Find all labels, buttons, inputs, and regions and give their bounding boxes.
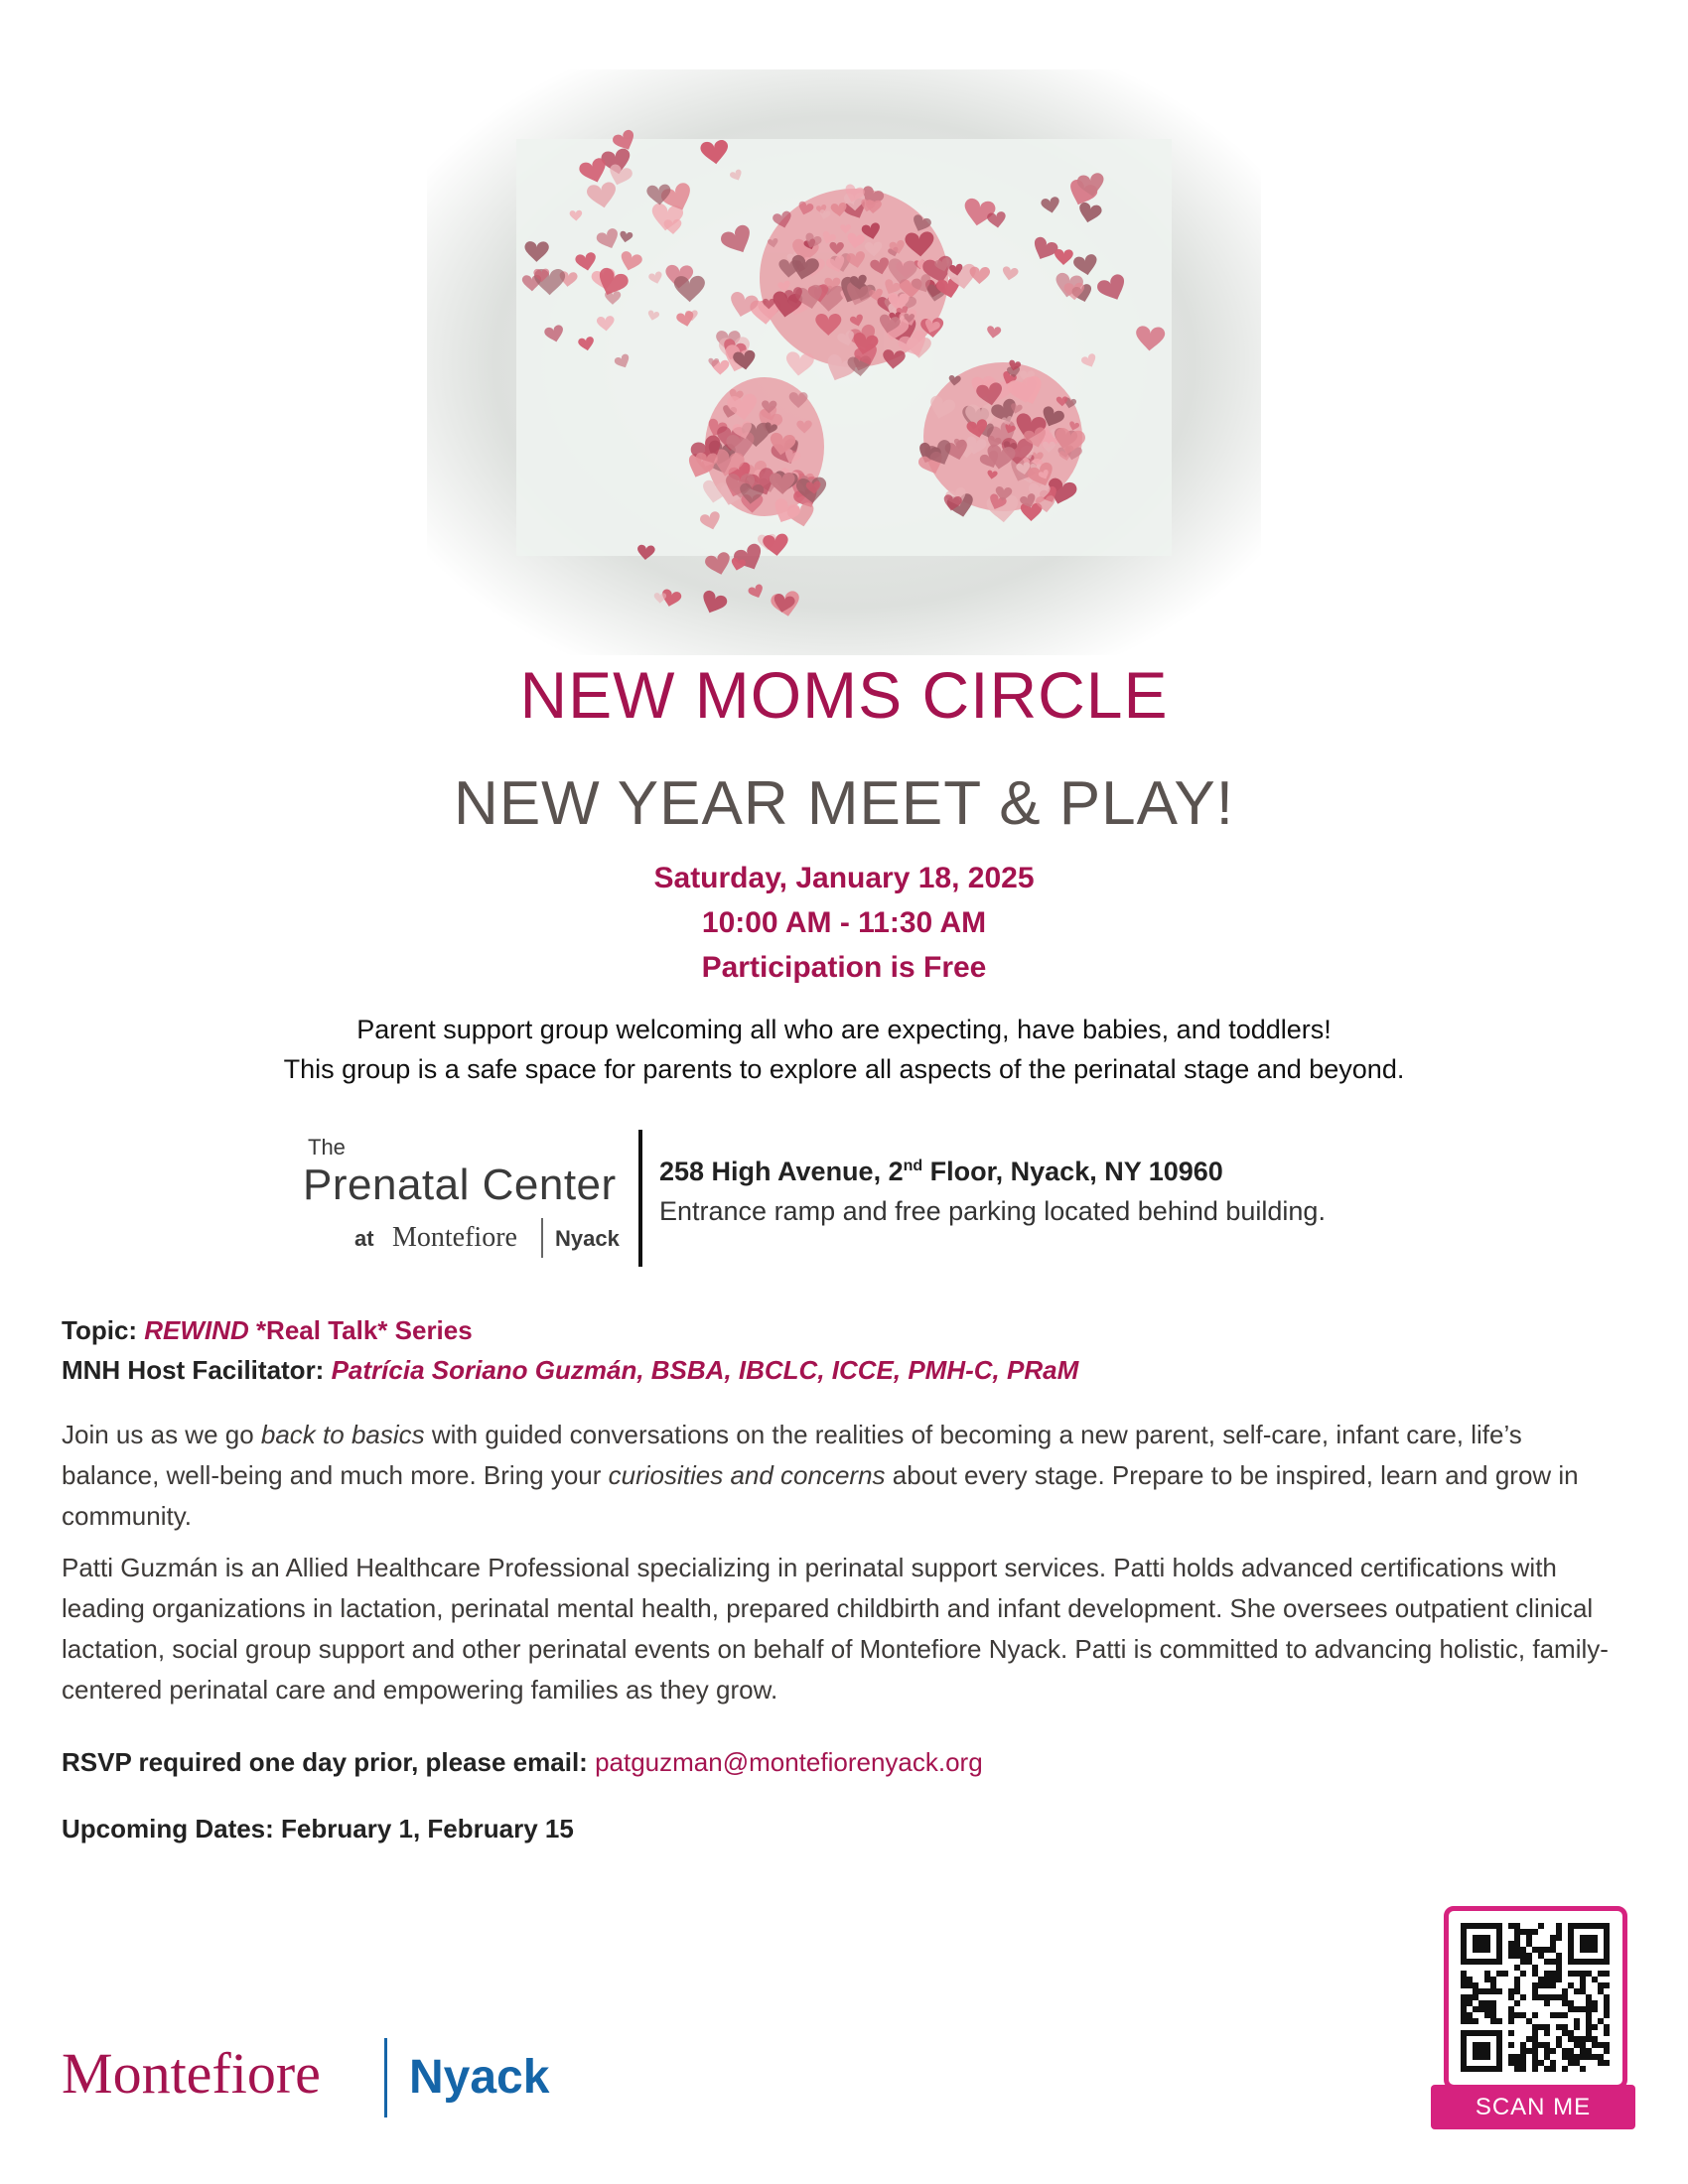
qr-module (1514, 1982, 1520, 1988)
footer-logo-separator (384, 2038, 387, 2117)
qr-module (1574, 2054, 1580, 2060)
qr-module (1562, 2000, 1568, 2006)
qr-module (1544, 1982, 1550, 1988)
qr-module (1544, 2024, 1550, 2030)
qr-module (1604, 1982, 1610, 1988)
qr-module (1556, 1977, 1562, 1982)
qr-module (1461, 2018, 1467, 2024)
qr-module (1580, 2006, 1586, 2012)
rsvp-email-link[interactable]: patguzman@montefiorenyack.org (595, 1747, 983, 1777)
qr-module (1514, 1929, 1520, 1935)
qr-module (1514, 2000, 1520, 2006)
qr-module (1532, 2042, 1538, 2048)
qr-module (1580, 2048, 1586, 2054)
qr-module (1574, 2036, 1580, 2042)
qr-module (1508, 1953, 1514, 1959)
qr-module (1598, 2042, 1604, 2048)
qr-module (1556, 1923, 1562, 1929)
qr-module (1592, 2000, 1598, 2006)
qr-module (1562, 2066, 1568, 2072)
qr-module (1556, 1953, 1562, 1959)
montefiore-nyack-logo (62, 2040, 578, 2119)
qr-module (1520, 2048, 1526, 2054)
qr-module (1580, 2066, 1586, 2072)
qr-module (1556, 1935, 1562, 1941)
qr-module (1478, 2000, 1484, 2006)
qr-module (1550, 2012, 1556, 2018)
qr-module (1532, 2024, 1538, 2030)
qr-module (1550, 1994, 1556, 2000)
qr-module (1550, 1935, 1556, 1941)
facilitator-bio: Patti Guzmán is an Allied Healthcare Professional specializing in perinatal support services. Patti holds advanced certifications with leading organizations in lactation, perinatal mental health, prepared childbirth and infant development. She oversees outpatient clinical lactation, social group support and other perinatal events on behalf of Montefiore Nyack. Patti is committed to advancing holistic, family-centered perinatal care and empowering families as they grow. (62, 1553, 1609, 1705)
qr-module (1598, 1971, 1604, 1977)
event-time: 10:00 AM - 11:30 AM (701, 906, 987, 939)
qr-module (1520, 2066, 1526, 2072)
rsvp-line (62, 1747, 983, 1778)
qr-module (1574, 2018, 1580, 2024)
qr-module (1544, 2030, 1550, 2036)
venue-logo-at: at (354, 1226, 374, 1251)
qr-module (1586, 2024, 1592, 2030)
qr-module (1520, 1929, 1526, 1935)
qr-module (1514, 1977, 1520, 1982)
qr-module (1461, 2012, 1467, 2018)
event-title: NEW MOMS CIRCLE (519, 658, 1169, 732)
qr-module (1461, 1982, 1467, 1988)
venue-divider (638, 1130, 642, 1267)
qr-module (1568, 2048, 1574, 2054)
qr-module (1538, 2060, 1544, 2066)
qr-module (1574, 2060, 1580, 2066)
qr-module (1544, 2066, 1550, 2072)
qr-module (1514, 2066, 1520, 2072)
qr-module (1604, 2024, 1610, 2030)
intro-emphasis-1: back to basics (260, 1420, 425, 1449)
qr-module (1526, 2036, 1532, 2042)
topic-name-rest: *Real Talk* Series (248, 1315, 473, 1345)
address-ordinal: nd (903, 1158, 923, 1174)
qr-module (1514, 1941, 1520, 1947)
topic-label: Topic: (62, 1315, 145, 1345)
qr-module (1592, 2006, 1598, 2012)
qr-module (1568, 2030, 1574, 2036)
qr-module (1538, 2042, 1544, 2048)
description-line-1: Parent support group welcoming all who are expecting, have babies, and toddlers! (356, 1015, 1332, 1044)
intro-text-2: with guided conversations on the realities of becoming a new parent, self-care, infant care, life’s balance, well-being and much more. Bring your (62, 1420, 1522, 1490)
qr-module (1484, 1977, 1490, 1982)
qr-module (1550, 1977, 1556, 1982)
qr-module (1532, 1988, 1538, 1994)
qr-module (1496, 1988, 1502, 1994)
qr-module (1467, 1994, 1473, 2000)
qr-module (1490, 1982, 1496, 1988)
qr-module (1520, 1994, 1526, 2000)
qr-module (1580, 2054, 1586, 2060)
qr-module (1520, 2060, 1526, 2066)
address-part-2: Floor, Nyack, NY 10960 (922, 1157, 1223, 1186)
qr-module (1520, 1947, 1526, 1953)
qr-module (1598, 1982, 1604, 1988)
qr-module (1514, 1953, 1520, 1959)
qr-code-pattern (1461, 1923, 1610, 2072)
qr-module (1544, 2048, 1550, 2054)
qr-module (1550, 1982, 1556, 1988)
qr-module (1532, 2012, 1538, 2018)
qr-module (1473, 2006, 1478, 2012)
qr-module (1562, 2054, 1568, 2060)
qr-module (1574, 1971, 1580, 1977)
qr-module (1508, 1947, 1514, 1953)
qr-module (1598, 2054, 1604, 2060)
qr-module (1562, 1988, 1568, 1994)
qr-module (1550, 1959, 1556, 1965)
qr-module (1508, 2006, 1514, 2012)
qr-module (1586, 2054, 1592, 2060)
qr-module (1580, 1982, 1586, 1988)
qr-module (1478, 2006, 1484, 2012)
qr-module (1508, 2018, 1514, 2024)
qr-module (1532, 1982, 1538, 1988)
qr-module (1484, 1988, 1490, 1994)
host-name: Patrícia Soriano Guzmán, BSBA, IBCLC, ICCE, PMH-C, PRaM (331, 1355, 1079, 1385)
qr-module (1532, 1929, 1538, 1935)
qr-module (1586, 2048, 1592, 2054)
qr-module (1490, 2006, 1496, 2012)
qr-module (1586, 2012, 1592, 2018)
intro-emphasis-2: curiosities and concerns (608, 1460, 886, 1490)
intro-paragraph (62, 1415, 1620, 1537)
host-label: MNH Host Facilitator: (62, 1355, 332, 1385)
qr-module (1461, 2006, 1467, 2012)
qr-module (1556, 1971, 1562, 1977)
qr-module (1467, 2000, 1473, 2006)
qr-module (1550, 1941, 1556, 1947)
qr-module (1562, 2012, 1568, 2018)
qr-module (1473, 1982, 1478, 1988)
qr-module (1544, 1947, 1550, 1953)
event-fee: Participation is Free (701, 951, 987, 984)
venue-logo-montefiore: Montefiore (392, 1222, 517, 1253)
qr-module (1592, 2042, 1598, 2048)
qr-module (1550, 2066, 1556, 2072)
qr-module (1461, 1977, 1467, 1982)
venue-address (659, 1157, 1223, 1187)
qr-module (1467, 2018, 1473, 2024)
qr-module (1473, 1935, 1490, 1953)
qr-module (1520, 2054, 1526, 2060)
qr-module (1550, 1947, 1556, 1953)
qr-module (1580, 2042, 1586, 2048)
qr-module (1461, 1971, 1467, 1977)
qr-module (1520, 2042, 1526, 2048)
qr-module (1508, 1988, 1514, 1994)
qr-module (1484, 2012, 1490, 2018)
qr-module (1532, 2036, 1538, 2042)
qr-module (1467, 2012, 1473, 2018)
qr-module (1604, 2012, 1610, 2018)
qr-module (1544, 2042, 1550, 2048)
qr-module (1544, 2054, 1550, 2060)
qr-module (1550, 2048, 1556, 2054)
qr-module (1508, 2030, 1514, 2036)
qr-module (1461, 1994, 1467, 2000)
qr-module (1508, 1941, 1514, 1947)
qr-module (1490, 1977, 1496, 1982)
qr-module (1556, 2024, 1562, 2030)
qr-module (1544, 1971, 1550, 1977)
qr-module (1586, 2006, 1592, 2012)
qr-module (1526, 1941, 1532, 1947)
qr-module (1526, 1953, 1532, 1959)
qr-module (1604, 1971, 1610, 1977)
qr-module (1580, 1977, 1586, 1982)
qr-module (1502, 1971, 1508, 1977)
qr-module (1604, 2006, 1610, 2012)
qr-module (1514, 1947, 1520, 1953)
qr-module (1514, 1965, 1520, 1971)
qr-module (1568, 2000, 1574, 2006)
qr-module (1538, 1977, 1544, 1982)
qr-module (1532, 2060, 1538, 2066)
qr-module (1490, 2000, 1496, 2006)
qr-module (1598, 2018, 1604, 2024)
qr-module (1532, 1994, 1538, 2000)
intro-text-1: Join us as we go (62, 1420, 261, 1449)
qr-module (1598, 2060, 1604, 2066)
qr-module (1592, 2054, 1598, 2060)
footer-sub: Nyack (409, 2051, 550, 2104)
topic-name-italic: REWIND (144, 1315, 249, 1345)
qr-module (1532, 2066, 1538, 2072)
qr-module (1556, 2036, 1562, 2042)
qr-module (1568, 1971, 1574, 1977)
qr-module (1514, 1923, 1520, 1929)
qr-module (1574, 2006, 1580, 2012)
footer-brand: Montefiore (62, 2041, 321, 2106)
qr-module (1490, 1988, 1496, 1994)
intro-text-3: about every stage. Prepare to be inspired, learn and grow in community. (62, 1460, 1579, 1531)
qr-module (1526, 2048, 1532, 2054)
qr-module (1592, 2036, 1598, 2042)
qr-module (1556, 1959, 1562, 1965)
description-line-2: This group is a safe space for parents to explore all aspects of the perinatal stage and beyond. (283, 1054, 1405, 1084)
venue-logo-the: The (308, 1135, 346, 1160)
qr-module (1484, 2000, 1490, 2006)
qr-module (1538, 2024, 1544, 2030)
qr-module (1604, 2060, 1610, 2066)
qr-module (1598, 1988, 1604, 1994)
venue-logo-name: Prenatal Center (303, 1160, 617, 1209)
qr-module (1592, 1977, 1598, 1982)
qr-module (1574, 2042, 1580, 2048)
qr-module (1568, 2060, 1574, 2066)
qr-module (1526, 2018, 1532, 2024)
qr-module (1562, 1994, 1568, 2000)
hero-hearts-image (427, 69, 1261, 655)
qr-module (1568, 2054, 1574, 2060)
qr-module (1532, 1947, 1538, 1953)
qr-module (1556, 1965, 1562, 1971)
qr-module (1514, 2060, 1520, 2066)
qr-module (1544, 1977, 1550, 1982)
qr-module (1520, 1971, 1526, 1977)
qr-module (1604, 2048, 1610, 2054)
qr-module (1568, 2036, 1574, 2042)
qr-module (1467, 1977, 1473, 1982)
qr-module (1532, 1971, 1538, 1977)
qr-module (1562, 2048, 1568, 2054)
qr-module (1538, 1982, 1544, 1988)
qr-module (1586, 1994, 1592, 2000)
qr-module (1586, 2000, 1592, 2006)
qr-module (1532, 2030, 1538, 2036)
qr-module (1473, 2018, 1478, 2024)
topic-line (62, 1315, 473, 1346)
qr-module (1586, 2018, 1592, 2024)
qr-module (1586, 1971, 1592, 1977)
qr-module (1508, 2060, 1514, 2066)
qr-module (1473, 2042, 1490, 2060)
prenatal-center-logo (303, 1135, 631, 1264)
qr-module (1586, 2030, 1592, 2036)
qr-module (1478, 1988, 1484, 1994)
qr-module (1473, 1988, 1478, 1994)
qr-module (1562, 2024, 1568, 2030)
qr-module (1520, 1953, 1526, 1959)
qr-module (1526, 1935, 1532, 1941)
qr-module (1538, 1994, 1544, 2000)
qr-module (1508, 1923, 1514, 1929)
qr-module (1490, 2012, 1496, 2018)
qr-module (1514, 1988, 1520, 1994)
qr-module (1544, 1959, 1550, 1965)
qr-module (1508, 1994, 1514, 2000)
scan-me-button[interactable]: SCAN ME (1431, 2085, 1635, 2129)
qr-module (1562, 2030, 1568, 2036)
qr-module (1592, 2024, 1598, 2030)
qr-module (1484, 2006, 1490, 2012)
qr-module (1508, 2012, 1514, 2018)
qr-module (1556, 1994, 1562, 2000)
qr-module (1604, 2030, 1610, 2036)
venue-access-note: Entrance ramp and free parking located behind building. (659, 1196, 1326, 1226)
qr-module (1556, 2042, 1562, 2048)
event-subtitle: NEW YEAR MEET & PLAY! (454, 769, 1234, 838)
qr-module (1538, 1953, 1544, 1959)
qr-module (1568, 2006, 1574, 2012)
qr-module (1532, 2048, 1538, 2054)
qr-module (1514, 2054, 1520, 2060)
qr-module (1526, 1929, 1532, 1935)
qr-module (1604, 2042, 1610, 2048)
event-date: Saturday, January 18, 2025 (653, 862, 1035, 894)
venue-logo-nyack: Nyack (555, 1226, 620, 1251)
venue-logo-separator (541, 1218, 543, 1258)
qr-module (1514, 2012, 1520, 2018)
qr-module (1604, 1994, 1610, 2000)
qr-module (1473, 1994, 1478, 2000)
qr-module (1580, 2036, 1586, 2042)
qr-module (1586, 2036, 1592, 2042)
qr-module (1538, 1923, 1544, 1929)
qr-module (1550, 2060, 1556, 2066)
qr-module (1604, 2000, 1610, 2006)
qr-code[interactable] (1444, 1906, 1627, 2090)
qr-module (1574, 2024, 1580, 2030)
qr-module (1508, 2042, 1514, 2048)
qr-module (1467, 1982, 1473, 1988)
qr-module (1556, 2012, 1562, 2018)
qr-module (1532, 2054, 1538, 2060)
qr-module (1532, 1965, 1538, 1971)
qr-module (1538, 1947, 1544, 1953)
qr-module (1490, 2018, 1496, 2024)
qr-module (1580, 1935, 1598, 1953)
qr-module (1556, 1929, 1562, 1935)
qr-module (1580, 1971, 1586, 1977)
qr-module (1461, 2000, 1467, 2006)
address-part-1: 258 High Avenue, 2 (659, 1157, 904, 1186)
qr-module (1520, 1959, 1526, 1965)
qr-module (1526, 1959, 1532, 1965)
qr-module (1544, 1994, 1550, 2000)
qr-module (1568, 1982, 1574, 1988)
qr-module (1580, 1988, 1586, 1994)
rsvp-label: RSVP required one day prior, please email: (62, 1747, 596, 1777)
qr-module (1550, 1971, 1556, 1977)
qr-module (1484, 1971, 1490, 1977)
qr-module (1496, 2018, 1502, 2024)
upcoming-dates: Upcoming Dates: February 1, February 15 (62, 1814, 574, 1843)
qr-module (1574, 1988, 1580, 1994)
qr-module (1496, 1971, 1502, 1977)
qr-module (1544, 2000, 1550, 2006)
qr-module (1508, 2054, 1514, 2060)
host-line (62, 1355, 1078, 1386)
qr-module (1520, 2012, 1526, 2018)
qr-module (1514, 1935, 1520, 1941)
